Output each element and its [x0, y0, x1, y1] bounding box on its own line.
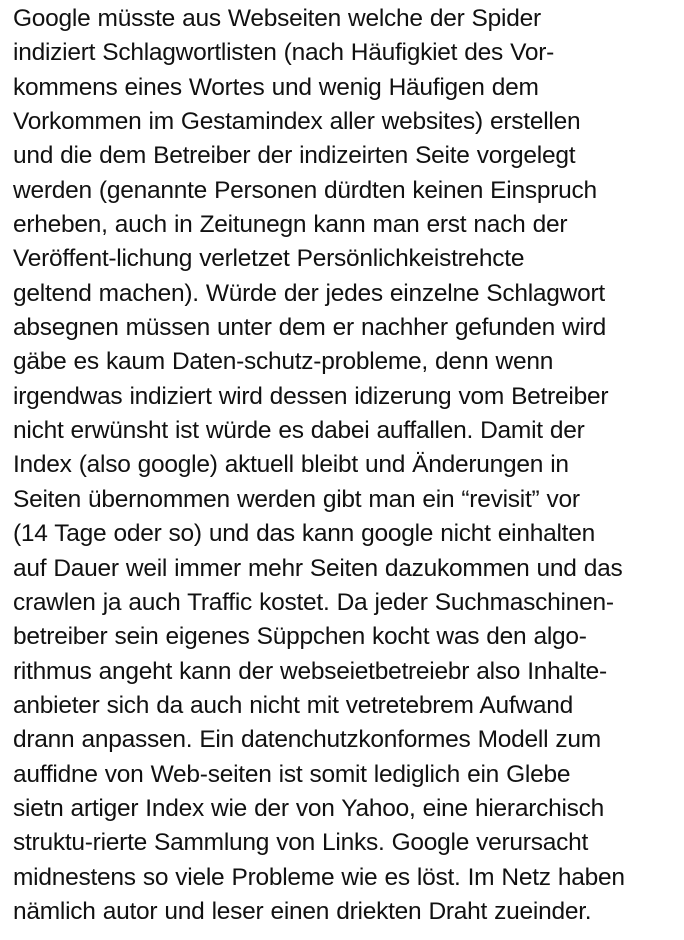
text-line: struktu-rierte Sammlung von Links. Google verursacht: [13, 829, 589, 857]
text-line: sietn artiger Index wie der von Yahoo, eine hierarchisch: [13, 794, 605, 822]
text-line: gäbe es kaum Daten-schutz-probleme, denn wenn: [13, 348, 554, 376]
text-line: werden (genannte Personen dürdten keinen Einspruch: [13, 176, 597, 204]
text-line: drann anpassen. Ein datenchutzkonformes Modell zum: [13, 726, 601, 754]
text-line: Veröffent-lichung verletzet Persönlichkeistrehcte: [13, 245, 525, 273]
text-line: irgendwas indiziert wird dessen idizerung vom Betreiber: [13, 382, 609, 410]
text-line: Index (also google) aktuell bleibt und Änderungen in: [13, 451, 569, 479]
text-line: nämlich autor und leser einen driekten Draht zueinder.: [13, 897, 592, 925]
text-line: und die dem Betreiber der indizeirten Seite vorgelegt: [13, 142, 576, 170]
text-line: auf Dauer weil immer mehr Seiten dazukommen und das: [13, 554, 623, 582]
text-line: midnestens so viele Probleme wie es löst. Im Netz haben: [13, 863, 625, 891]
text-line: betreiber sein eigenes Süppchen kocht was den algo-: [13, 623, 587, 651]
text-line: anbieter sich da auch nicht mit vetretebrem Aufwand: [13, 691, 574, 719]
text-line: Vorkommen im Gestamindex aller websites) erstellen: [13, 108, 581, 136]
text-line: Seiten übernommen werden gibt man ein “revisit” vor: [13, 485, 580, 513]
text-line: geltend machen). Würde der jedes einzelne Schlagwort: [13, 279, 605, 307]
text-line: (14 Tage oder so) und das kann google nicht einhalten: [13, 520, 595, 548]
text-line: absegnen müssen unter dem er nachher gefunden wird: [13, 314, 606, 342]
text-line: auffidne von Web-seiten ist somit lediglich ein Glebe: [13, 760, 571, 788]
text-line: Google müsste aus Webseiten welche der Spider: [13, 5, 541, 32]
text-line: indiziert Schlagwortlisten (nach Häufigkiet des Vor-: [13, 39, 555, 67]
text-line: erheben, auch in Zeitunegn kann man erst nach der: [13, 211, 568, 239]
text-line: rithmus angeht kann der webseietbetreiebr also Inhalte-: [13, 657, 607, 685]
text-line: nicht erwünsht ist würde es dabei auffallen. Damit der: [13, 417, 585, 445]
text-line: crawlen ja auch Traffic kostet. Da jeder Suchmaschinen-: [13, 588, 614, 616]
text-line: kommens eines Wortes und wenig Häufigen dem: [13, 73, 539, 101]
body-text-paragraph: [13, 2, 681, 929]
